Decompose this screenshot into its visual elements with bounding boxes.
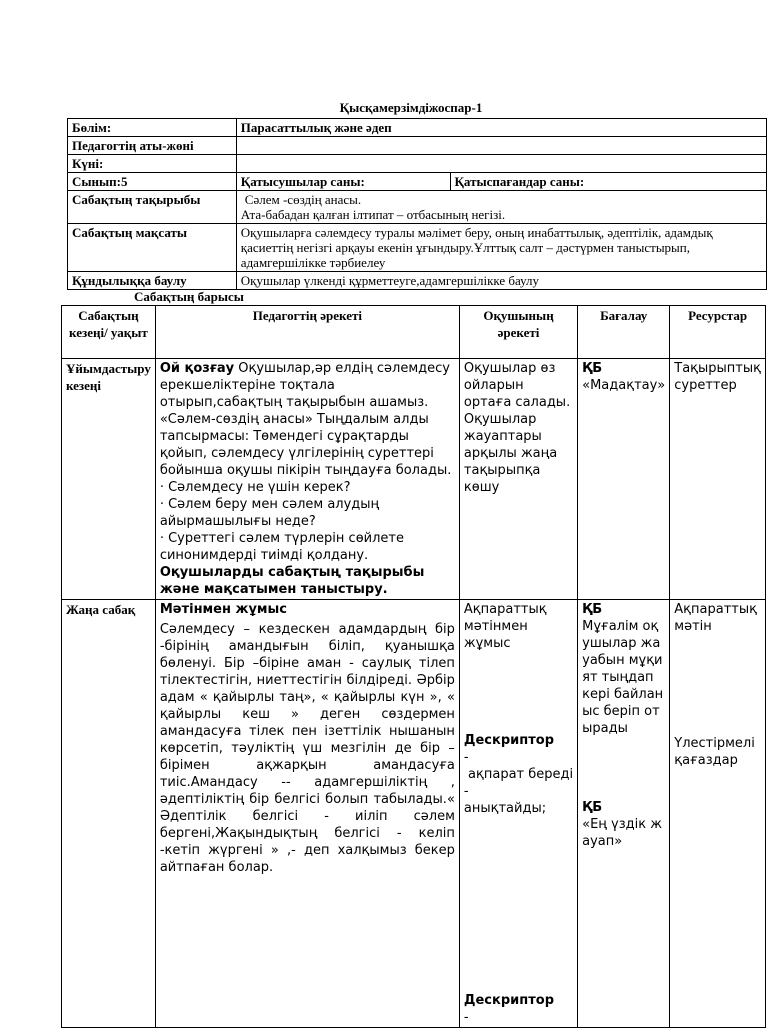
stage-organizing: Ұйымдастыру кезеңі <box>62 359 156 600</box>
teacher-action-cell <box>155 359 459 600</box>
topic-label: Сабақтың тақырыбы <box>68 191 237 224</box>
lesson-info-table <box>67 118 767 290</box>
resources-cell <box>670 600 766 1028</box>
date-value <box>236 155 766 173</box>
header-teacher-action: Педагогтің әрекеті <box>155 306 459 359</box>
table-row <box>62 600 766 1028</box>
table-row <box>68 155 767 173</box>
teacher-label: Педагогтің аты-жөні <box>68 137 237 155</box>
values-label: Құндылыққа баулу <box>68 272 237 290</box>
question-item: · Сәлемдесу не үшін керек? <box>159 480 351 495</box>
section-value: Парасаттылық және әдеп <box>236 119 766 137</box>
descriptor-item: ақпарат береді <box>463 767 574 782</box>
resource-item: Ақпараттық мәтін <box>674 602 757 634</box>
lesson-flow-table <box>61 305 766 1028</box>
lesson-flow-heading: Сабақтың барысы <box>134 289 244 304</box>
header-student-action: Оқушының әрекеті <box>459 306 577 359</box>
descriptor-item: - <box>463 1010 469 1025</box>
table-row <box>68 272 767 290</box>
values-value: Оқушылар үлкенді құрметтеуге,адамгершілікке баулу <box>236 272 766 290</box>
table-row <box>68 173 767 191</box>
table-row <box>68 224 767 272</box>
table-row <box>68 191 767 224</box>
class-label: Сынып:5 <box>68 173 237 191</box>
reading-text: Сәлемдесу – кездескен адамдардың бір -бірінің амандығын біліп, қуанышқа бөленуі. Бір –біріне аман - саулық тілеп тілектестігін, ниеттестігін білдіреді. Әрбір адам « қайырлы таң», « қайырлы күн », « қайырлы кеш » деген сөздермен амандасуға тілек пен ізеттілік нышанын көрсетіп, тәуліктің үш мезгілін де бір – бірімен ақжарқын амандасуға тиіс.Амандасу -- адамгершіліктің , әдептіліктің бір белгісі болып табылады.« Әдептілік белгісі - иіліп сәлем бергені,Жақындықтың белгісі - келіп -кетіп жүргені » ,- деп халқымыз бекер айтпаған болар. <box>159 622 455 875</box>
teacher-action-cell <box>155 600 459 1028</box>
assessment-text: «Мадақтау» <box>582 378 666 393</box>
teacher-value <box>236 137 766 155</box>
goal-label: Сабақтың мақсаты <box>68 224 237 272</box>
assessment-code: ҚБ <box>582 602 603 617</box>
resources-cell: Тақырыптық суреттер <box>670 359 766 600</box>
topic-line: Ата-бабадан қалған ілтипат – отбасының негізі. <box>240 207 506 222</box>
descriptor-label: Дескриптор <box>463 733 554 748</box>
assessment-cell <box>578 600 670 1028</box>
absent-count-label: Қатыспағандар саны: <box>450 173 767 191</box>
goal-value: Оқушыларға сәлемдесу туралы мәлімет беру, оның инабаттылық, әдептілік, адамдық қасиеттің негізгі арқауы екенін ұғындыру.Ұлттық салт – дәстүрмен таныстырып, адамгершілікке тәрбиелеу <box>236 224 766 272</box>
header-resources: Ресурстар <box>670 306 766 359</box>
header-assessment: Бағалау <box>578 306 670 359</box>
question-item: · Суреттегі сәлем түрлерін сөйлете синонимдерді тиімді қолдану. <box>159 531 404 563</box>
assessment-code: ҚБ <box>582 800 603 815</box>
table-header-row <box>62 306 766 359</box>
assessment-cell <box>578 359 670 600</box>
descriptor-item: - <box>463 784 469 799</box>
descriptor-item: анықтайды; <box>463 801 547 816</box>
student-action-cell <box>459 600 577 1028</box>
header-stage: Сабақтың кезеңі/ уақыт <box>62 306 156 359</box>
resource-item: Үлестірмелі қағаздар <box>674 736 755 768</box>
table-row <box>68 119 767 137</box>
section-label: Бөлім: <box>68 119 237 137</box>
warmup-label: Ой қозғау <box>159 361 235 376</box>
topic-line: Сәлем -сөздің анасы. <box>244 192 362 207</box>
topic-value <box>236 191 766 224</box>
student-intro: Ақпараттық мәтінмен жұмыс <box>463 602 547 651</box>
warmup-text: Оқушылар,әр елдің сәлемдесу ерекшеліктеріне тоқтала отырып,сабақтың тақырыбын ашамыз. «Сәлем-сөздің анасы» Тыңдалым алды тапсырмасы: Төмендегі сұрақтарды қойып, сәлемдесу үлгілерінің суреттері бойынша оқушы пікірін тыңдауға болады. <box>159 361 452 478</box>
text-work-heading: Мәтінмен жұмыс <box>159 602 288 617</box>
descriptor-label: Дескриптор <box>463 993 554 1008</box>
table-row <box>68 137 767 155</box>
assessment-text: «Ең үздік жауап» <box>582 817 662 849</box>
teacher-closing-text: Оқушыларды сабақтың тақырыбы және мақсатымен таныстыру. <box>159 565 425 597</box>
document-title: Қысқамерзімдіжоспар-1 <box>339 100 483 115</box>
date-label: Күні: <box>68 155 237 173</box>
student-action-cell: Оқушылар өз ойларын ортаға салады. Оқушылар жауаптары арқылы жаңа тақырыпқа көшу <box>459 359 577 600</box>
assessment-code: ҚБ <box>582 361 603 376</box>
table-row <box>62 359 766 600</box>
present-count-label: Қатысушылар саны: <box>236 173 450 191</box>
stage-new-lesson: Жаңа сабақ <box>62 600 156 1028</box>
assessment-text: Мұғалім оқушылар жауабын мұқият тыңдап кері байланыс беріп отырады <box>582 619 664 736</box>
question-item: · Сәлем беру мен сәлем алудың айырмашылығы неде? <box>159 497 380 529</box>
descriptor-item: - <box>463 750 469 765</box>
